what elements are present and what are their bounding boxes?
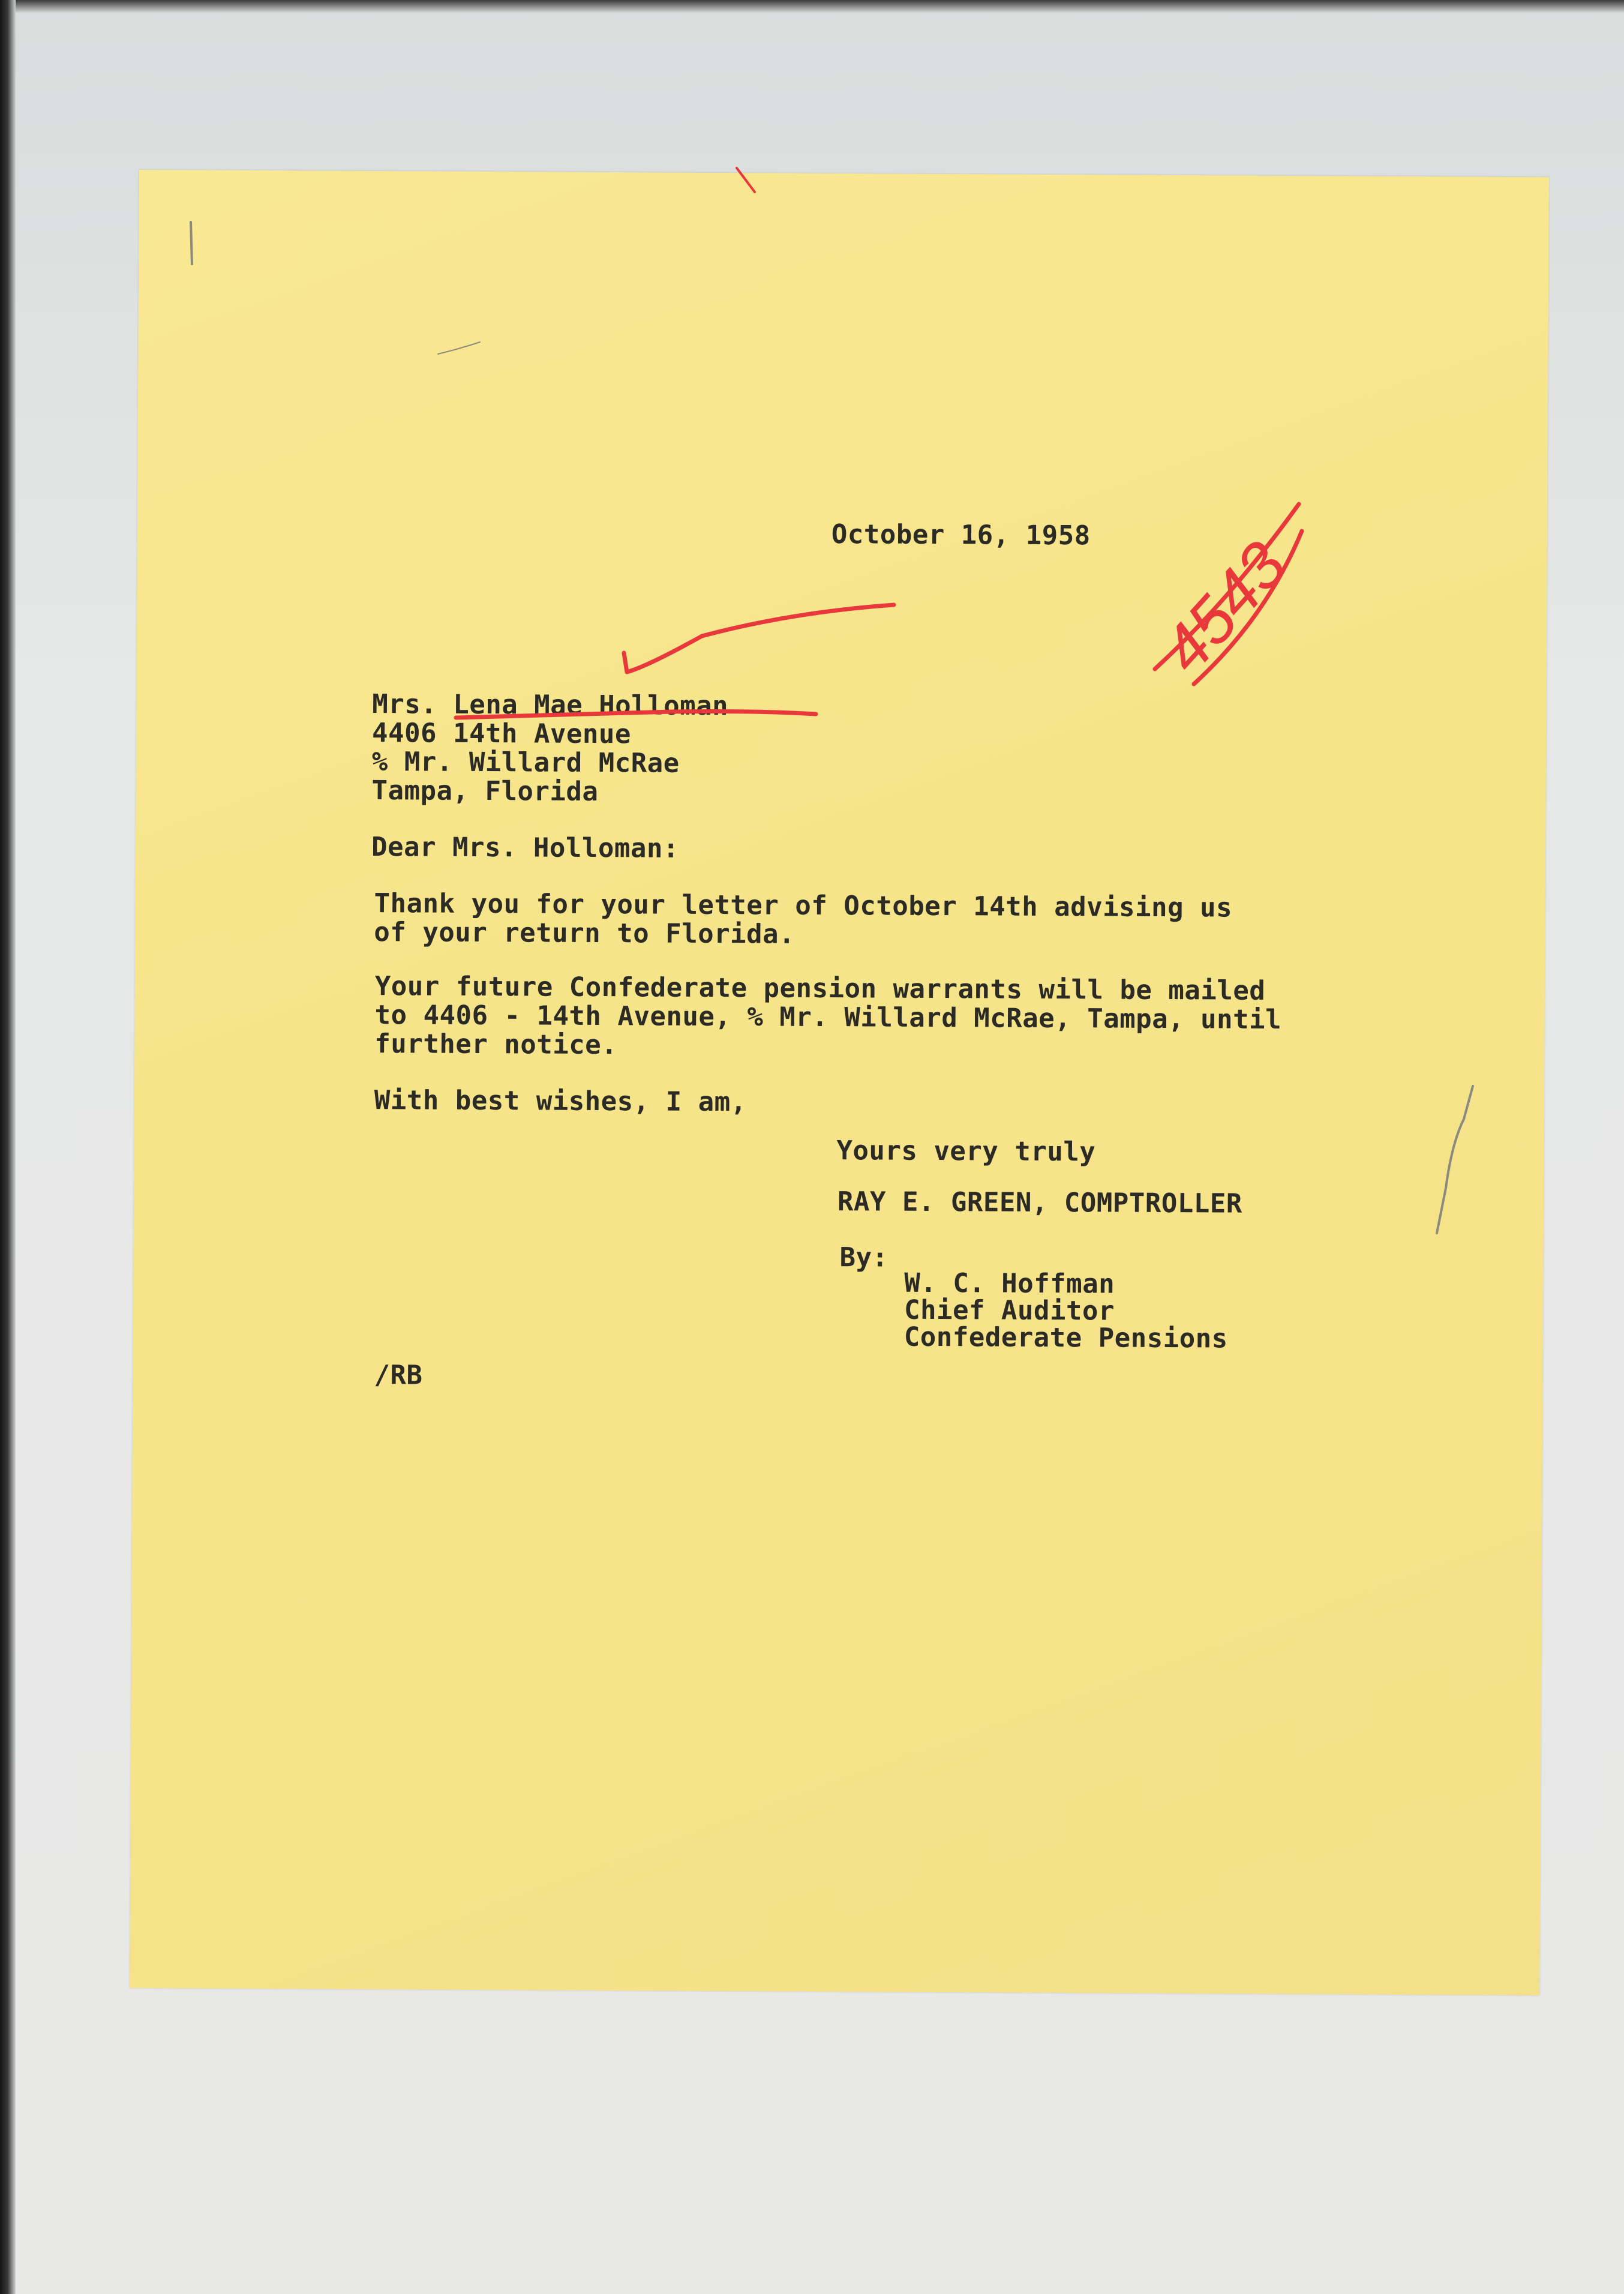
paragraph-line: Your future Confederate pension warrants will be mailed — [374, 971, 1266, 1006]
by-label: By: — [839, 1242, 888, 1273]
letter-sheet — [130, 170, 1549, 1995]
signatory-name: W. C. Hoffman — [904, 1267, 1115, 1300]
signoff: Yours very truly — [836, 1135, 1096, 1168]
scanner-left-edge — [0, 0, 16, 2294]
paragraph-line: of your return to Florida. — [374, 917, 796, 950]
salutation: Dear Mrs. Holloman: — [371, 832, 680, 864]
signer-office: RAY E. GREEN, COMPTROLLER — [837, 1186, 1242, 1219]
typist-initials: /RB — [374, 1360, 423, 1391]
paragraph-line: further notice. — [374, 1028, 618, 1061]
recipient-street: 4406 14th Avenue — [371, 718, 632, 750]
paragraph-line: to 4406 - 14th Avenue, % Mr. Willard McRae, Tampa, until — [374, 1000, 1282, 1035]
signatory-department: Confederate Pensions — [903, 1321, 1228, 1354]
letter-date: October 16, 1958 — [831, 519, 1091, 551]
recipient-name: Mrs. Lena Mae Holloman — [372, 689, 729, 722]
scanner-top-edge — [0, 0, 1624, 13]
recipient-city: Tampa, Florida — [371, 775, 599, 808]
closing-line: With best wishes, I am, — [374, 1085, 747, 1118]
recipient-care-of: % Mr. Willard McRae — [371, 746, 680, 779]
signatory-title: Chief Auditor — [903, 1294, 1115, 1327]
case-number-text: 4543 — [1148, 528, 1301, 687]
paragraph-line: Thank you for your letter of October 14th advising us — [374, 888, 1233, 923]
